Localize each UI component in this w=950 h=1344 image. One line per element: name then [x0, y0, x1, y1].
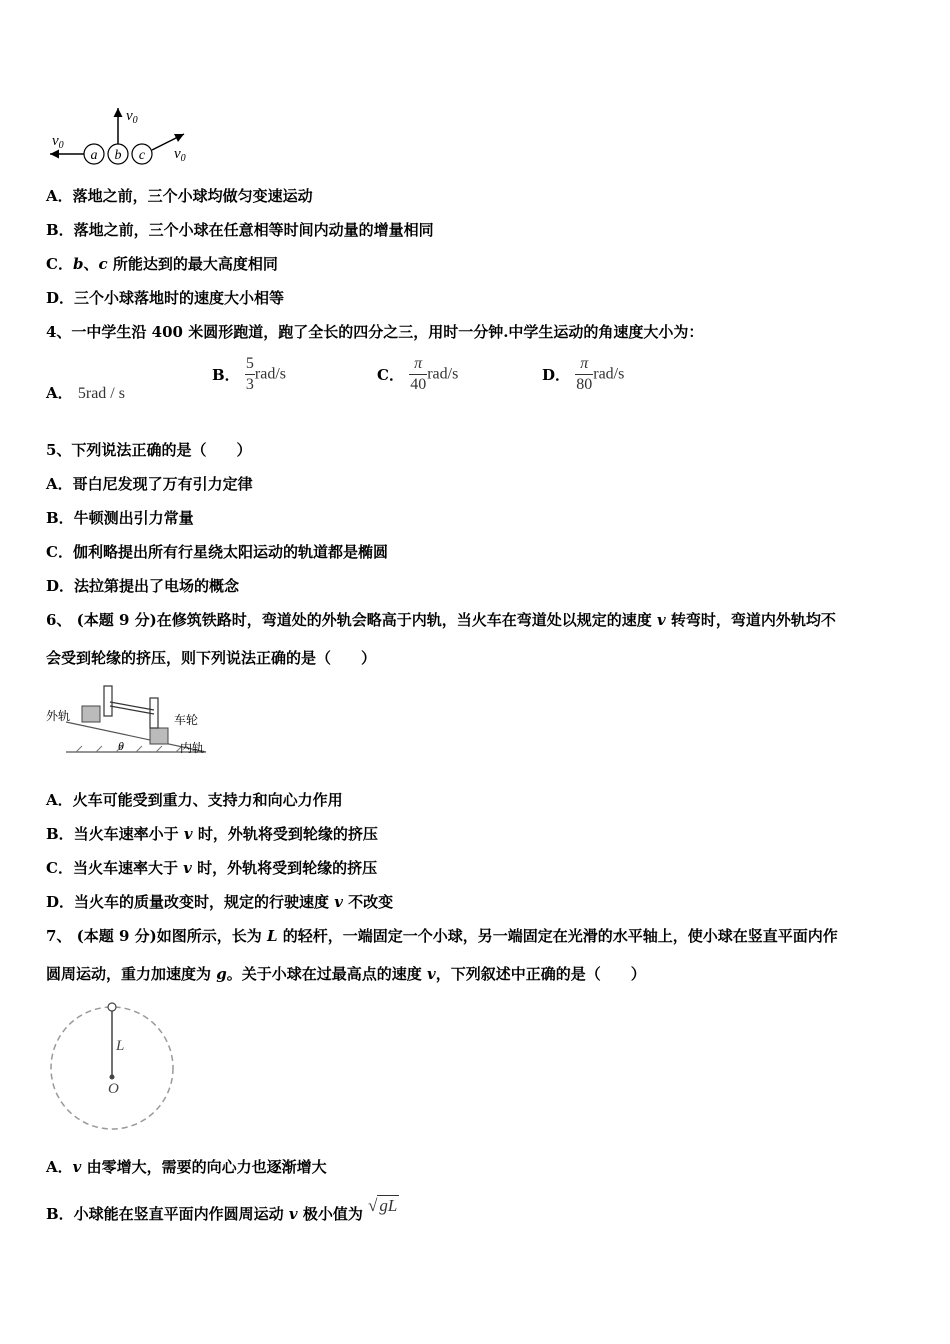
- q4-d-fraction: [575, 354, 593, 395]
- wheel-label: 车轮: [174, 713, 199, 727]
- q3-option-d: D．三个小球落地时的速度大小相等: [46, 289, 285, 307]
- ball-a-label: a: [90, 148, 98, 163]
- pivot-label: O: [108, 1081, 119, 1097]
- q4-c-fraction: [409, 354, 427, 395]
- q6-b-a: B．当火车速率小于: [46, 825, 184, 843]
- oblique-v0-label: $v_0$: [174, 146, 186, 164]
- inner-rail: [150, 728, 168, 744]
- q7-b-v: v: [288, 1205, 298, 1223]
- q4-a-value: 5rad / s: [77, 385, 125, 402]
- q6-stem1-b: 转弯时，弯道内外轨均不: [665, 611, 836, 629]
- q7-b-b: 极小值为: [297, 1205, 369, 1223]
- ball-b-label: b: [114, 148, 122, 163]
- axle-top: [110, 702, 154, 710]
- q4-option-a: [46, 382, 125, 403]
- q4-d-unit: rad/s: [593, 365, 625, 383]
- q7-stem-line2: [46, 964, 646, 984]
- q7-option-b: [46, 1196, 399, 1224]
- q6-option-d: [46, 892, 393, 912]
- outer-rail-label: 外轨: [46, 709, 71, 723]
- q6-option-b: [46, 824, 378, 844]
- q6-c-b: 时，外轨将受到轮缘的挤压: [191, 859, 378, 877]
- q6-d-v: v: [334, 893, 343, 911]
- q7-b-sqrt: [368, 1196, 399, 1215]
- q6-stem-line2: 会受到轮缘的挤压，则下列说法正确的是（ ）: [46, 649, 377, 667]
- q3-option-c: [46, 254, 278, 274]
- q3-option-b: B．落地之前，三个小球在任意相等时间内动量的增量相同: [46, 221, 434, 239]
- q3-option-a: A．落地之前，三个小球均做匀变速运动: [46, 187, 313, 205]
- q6-stem-line1: [46, 610, 836, 630]
- sqrt-sign: √: [368, 1196, 378, 1215]
- q4-b-unit: rad/s: [254, 365, 287, 383]
- q5-option-c: C．伽利略提出所有行星绕太阳运动的轨道都是椭圆: [46, 543, 388, 561]
- q6-c-a: C．当火车速率大于: [46, 859, 184, 877]
- q4-c-unit: rad/s: [427, 365, 459, 383]
- q4-c-den: 40: [410, 376, 427, 393]
- q4-b-den: 3: [245, 376, 254, 393]
- q3-c-sep: 、: [83, 255, 99, 273]
- q4-d-label: D．: [542, 366, 571, 384]
- slope-hatching: [76, 746, 182, 752]
- q3-c-prefix: C．: [46, 255, 73, 273]
- q4-c-num: π: [409, 354, 427, 375]
- q7-a-b: 由零增大，需要的向心力也逐渐增大: [81, 1158, 327, 1176]
- q7-stem1-L: L: [266, 927, 278, 945]
- q4-b-label: B．: [212, 366, 240, 384]
- q5-stem: 5、下列说法正确的是（ ）: [46, 441, 252, 459]
- outer-wheel: [104, 686, 112, 716]
- q7-option-a: [46, 1157, 327, 1177]
- axle-bottom: [110, 706, 154, 714]
- q6-b-v: v: [183, 825, 193, 843]
- q4-c-label: C．: [377, 366, 404, 384]
- q7-stem-line1: [46, 926, 838, 946]
- q7-stem2-v: v: [426, 965, 436, 983]
- q6-c-v: v: [183, 859, 192, 877]
- q7-stem1-b: 的轻杆，一端固定一个小球，另一端固定在光滑的水平轴上，使小球在竖直平面内作: [277, 927, 838, 945]
- q6-stem1-v: v: [656, 611, 666, 629]
- q6-d-b: 不改变: [342, 893, 394, 911]
- q4-b-num: 5: [245, 354, 255, 375]
- q5-option-b: B．牛顿测出引力常量: [46, 509, 194, 527]
- pivot-axis: [110, 1075, 115, 1080]
- inner-rail-label: 内轨: [180, 741, 205, 755]
- q6-stem1-a: 6、 (本题 9 分)在修筑铁路时，弯道处的外轨会略高于内轨，当火车在弯道处以规定的速度: [46, 611, 657, 629]
- q4-option-d: [542, 354, 624, 395]
- q4-stem: 4、一中学生沿 400 米圆形跑道，跑了全长的四分之三，用时一分钟.中学生运动的角速度大小为：: [46, 323, 704, 341]
- q4-b-fraction: [245, 354, 255, 395]
- q5-option-d: D．法拉第提出了电场的概念: [46, 577, 240, 595]
- q4-d-num: π: [575, 354, 593, 375]
- ball-c-label: c: [138, 148, 146, 163]
- q7-stem1-a: 7、 (本题 9 分)如图所示，长为: [46, 927, 267, 945]
- rod-length-label: L: [116, 1038, 125, 1054]
- q6-option-c: [46, 858, 377, 878]
- q7-stem2-a: 圆周运动，重力加速度为: [46, 965, 217, 983]
- q6-option-a: A．火车可能受到重力、支持力和向心力作用: [46, 791, 343, 809]
- q7-b-radicand: gL: [379, 1196, 398, 1215]
- q7-a-a: A．: [46, 1158, 73, 1176]
- outer-rail: [82, 706, 100, 722]
- q4-option-c: [377, 354, 458, 395]
- q3-c-var-b: b: [72, 255, 84, 273]
- q7-stem2-b: 。关于小球在过最高点的速度: [226, 965, 427, 983]
- q5-option-a: A．哥白尼发现了万有引力定律: [46, 475, 253, 493]
- q4-a-label: A．: [46, 384, 73, 402]
- q4-d-den: 80: [576, 376, 593, 393]
- q7-stem2-g: g: [216, 965, 227, 983]
- q3-c-var-c: c: [98, 255, 108, 273]
- q7-b-a: B．小球能在竖直平面内作圆周运动: [46, 1205, 289, 1223]
- q7-a-v: v: [72, 1158, 82, 1176]
- three-balls-figure: [46, 100, 206, 170]
- q3-c-rest: 所能达到的最大高度相同: [107, 255, 278, 273]
- q7-stem2-c: ，下列叙述中正确的是（ ）: [435, 965, 646, 983]
- theta-label: θ: [118, 739, 124, 753]
- q6-d-a: D．当火车的质量改变时，规定的行驶速度: [46, 893, 335, 911]
- railway-figure: [46, 680, 216, 760]
- q6-b-b: 时，外轨将受到轮缘的挤压: [192, 825, 378, 843]
- up-v0-label: $v_0$: [126, 108, 138, 126]
- left-v0-label: $v_0$: [52, 133, 64, 151]
- circular-motion-figure: [46, 998, 186, 1138]
- small-ball: [108, 1003, 116, 1011]
- q4-option-b: [212, 354, 286, 395]
